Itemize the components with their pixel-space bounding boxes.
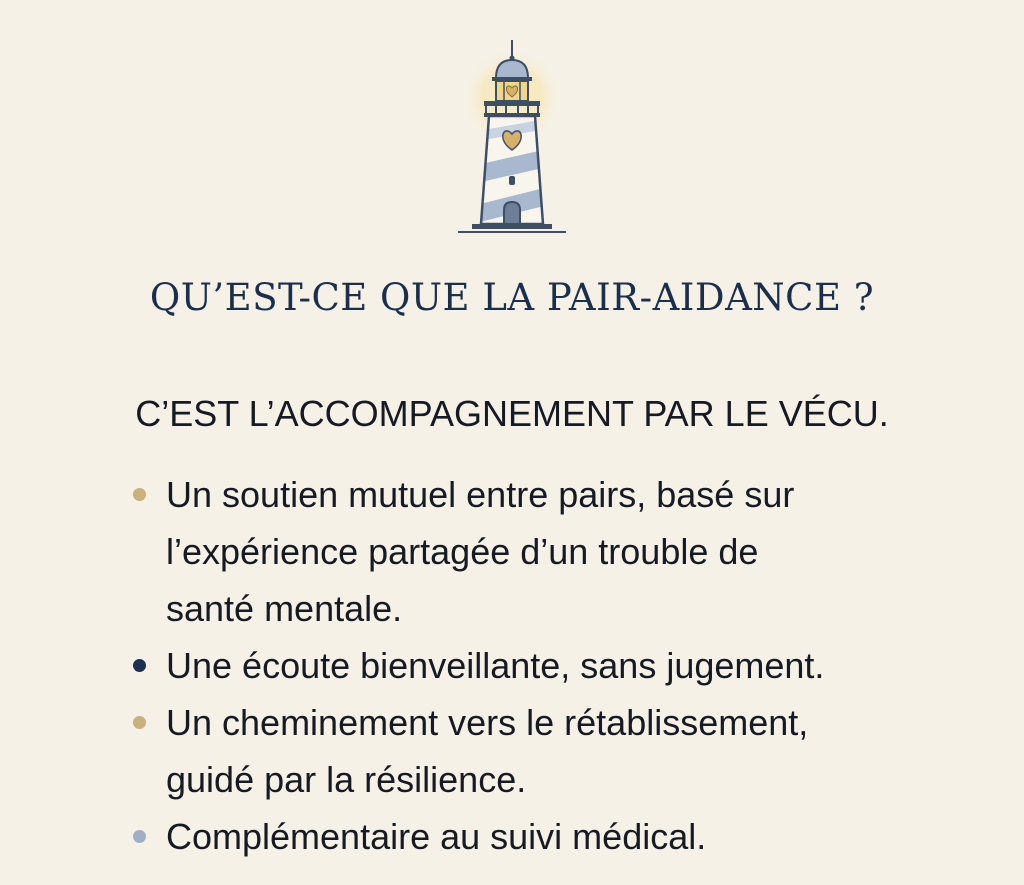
list-item: [128, 694, 1008, 808]
bullet-dot-icon: [133, 659, 146, 672]
page-title: QU’EST-CE QUE LA PAIR-AIDANCE ?: [149, 276, 875, 319]
bullet-dot-icon: [133, 830, 146, 843]
lighthouse-icon: [452, 36, 572, 240]
bullet-list: [128, 466, 1008, 865]
list-item: [128, 808, 1008, 865]
list-item-text: Une écoute bienveillante, sans jugement.: [166, 645, 825, 686]
list-item-text: guidé par la résilience.: [166, 759, 527, 800]
bullet-dot-icon: [133, 488, 146, 501]
list-item: [128, 637, 1008, 694]
list-item-text: l’expérience partagée d’un trouble de: [166, 531, 759, 572]
list-item: [128, 466, 1008, 637]
list-item-text: santé mentale.: [166, 588, 403, 629]
bullet-dot-icon: [133, 716, 146, 729]
list-item-text: Un cheminement vers le rétablissement,: [166, 702, 809, 743]
subtitle: C’EST L’ACCOMPAGNEMENT PAR LE VÉCU.: [135, 393, 889, 434]
list-item-text: Complémentaire au suivi médical.: [166, 816, 707, 857]
list-item-text: Un soutien mutuel entre pairs, basé sur: [166, 474, 795, 515]
